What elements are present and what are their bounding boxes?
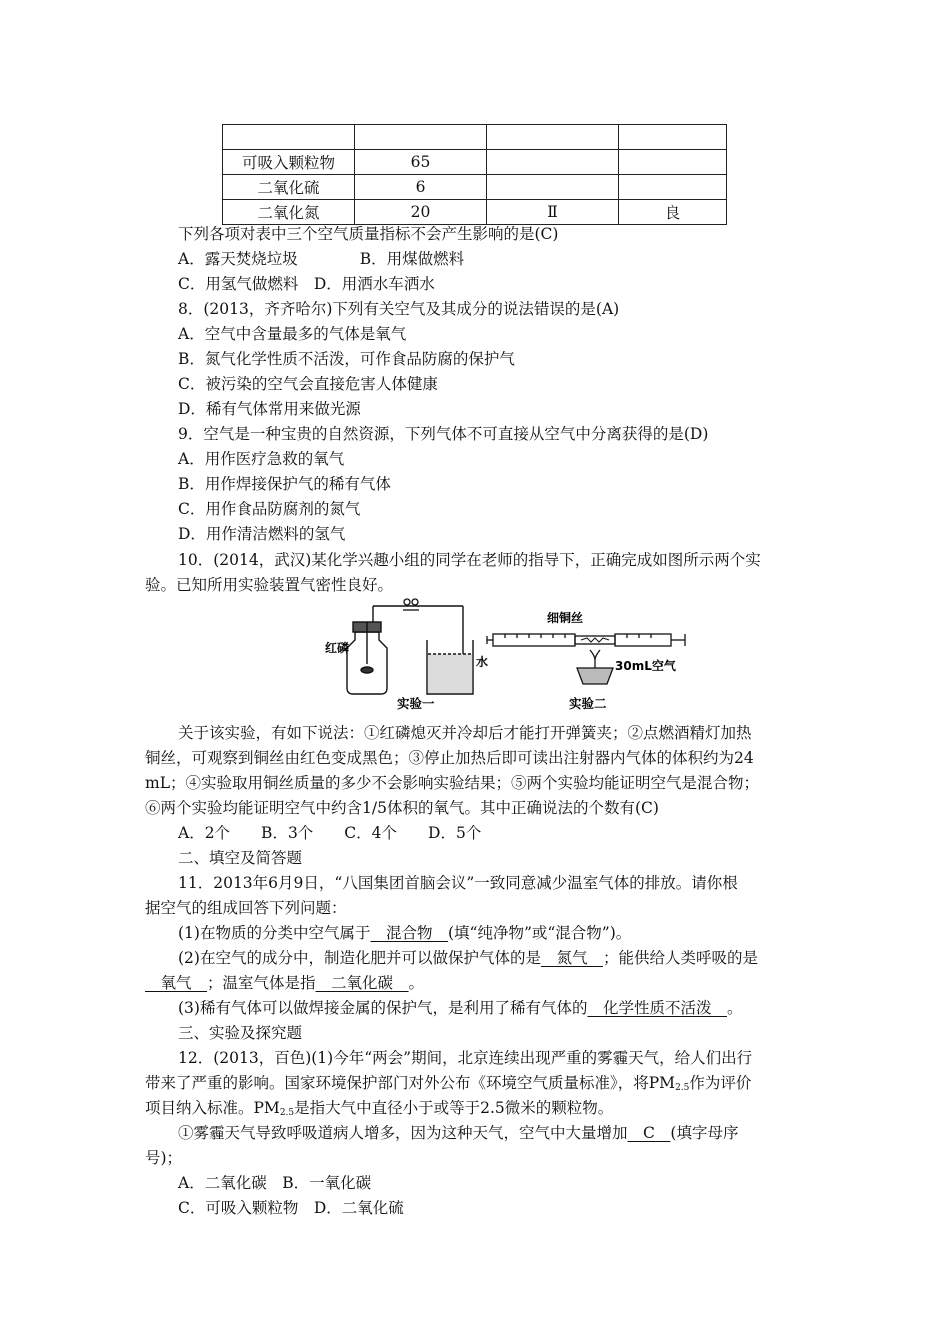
option-line: A．用作医疗急救的氧气 [178, 450, 345, 468]
q12-line [145, 1071, 751, 1093]
option-line: A．2个 B．3个 C．4个 D．5个 [178, 824, 482, 842]
paragraph-line: mL；④实验取用铜丝质量的多少不会影响实验结果；⑤两个实验均能证明空气是混合物； [145, 774, 759, 792]
table-cell: 20 [355, 200, 487, 225]
option-line: B．用作焊接保护气的稀有气体 [178, 475, 391, 493]
option-line: C．用作食品防腐剂的氮气 [178, 500, 361, 518]
table-cell [619, 150, 727, 175]
table-cell [487, 150, 619, 175]
answer-blank: 化学性质不活泼 [587, 999, 727, 1017]
table-cell: 二氧化硫 [223, 175, 355, 200]
q12-text: (填字母序 [670, 1124, 739, 1142]
option-line: C．被污染的空气会直接危害人体健康 [178, 375, 438, 393]
answer-blank: 氧气 [145, 974, 208, 992]
paragraph-line: 关于该实验，有如下说法：①红磷熄灭并冷却后才能打开弹簧夹；②点燃酒精灯加热 [178, 724, 752, 742]
table-cell [223, 125, 355, 150]
alcohol-lamp-icon [577, 650, 613, 684]
question-stem: 8．(2013，齐齐哈尔)下列有关空气及其成分的说法错误的是(A) [178, 300, 620, 318]
table-row [223, 150, 727, 175]
q11-text: (1)在物质的分类中空气属于 [178, 924, 371, 942]
paragraph-line: ⑥两个实验均能证明空气中约含1/5体积的氧气。其中正确说法的个数有(C) [145, 799, 659, 817]
label-copper: 细铜丝 [547, 611, 584, 625]
table-cell: 6 [355, 175, 487, 200]
experiment-figure [315, 598, 695, 710]
q12-text: ①雾霾天气导致呼吸道病人增多，因为这种天气，空气中大量增加 [178, 1124, 628, 1142]
q11-part-1 [178, 921, 631, 943]
answer-blank: C [627, 1124, 671, 1142]
table-row [223, 200, 727, 225]
q11-text: ；温室气体是指 [207, 974, 316, 992]
q12-line [178, 1121, 738, 1143]
question-stem: 据空气的组成回答下列问题： [145, 899, 347, 917]
answer-blank: 混合物 [370, 924, 448, 942]
clamp-icon [403, 599, 419, 610]
table-cell: 可吸入颗粒物 [223, 150, 355, 175]
q12-text: 项目纳入标准。PM [145, 1099, 280, 1117]
subscript: 2.5 [279, 1108, 295, 1118]
option-line: C．可吸入颗粒物 D．二氧化硫 [178, 1199, 404, 1217]
section-heading: 二、填空及简答题 [178, 849, 303, 867]
q12-line: 12．(2013，百色)(1)今年“两会”期间，北京连续出现严重的雾霾天气，给人们出行 [178, 1049, 753, 1067]
q12-text: 是指大气中直径小于或等于2.5微米的颗粒物。 [294, 1099, 614, 1117]
section-heading: 三、实验及探究题 [178, 1024, 303, 1042]
glass-tube-icon [575, 636, 615, 644]
table-cell: 65 [355, 150, 487, 175]
table-cell [619, 175, 727, 200]
question-stem: 下列各项对表中三个空气质量指标不会产生影响的是(C) [178, 225, 559, 243]
beaker-icon [427, 640, 473, 694]
question-stem: 验。已知所用实验装置气密性良好。 [145, 576, 394, 594]
q11-text: (2)在空气的成分中，制造化肥并可以做保护气体的是 [178, 949, 541, 967]
question-stem: 11．2013年6月9日，“八国集团首脑会议”一致同意减少温室气体的排放。请你根 [178, 874, 738, 892]
q12-text: 带来了严重的影响。国家环境保护部门对外公布《环境空气质量标准》，将PM [145, 1074, 676, 1092]
air-quality-table [222, 124, 727, 225]
table-cell [487, 175, 619, 200]
label-phosphorus: 红磷 [325, 641, 350, 655]
q12-line [145, 1096, 613, 1118]
table-row [223, 125, 727, 150]
option-line: C．用氢气做燃料 D．用洒水车洒水 [178, 275, 435, 293]
table-cell [487, 125, 619, 150]
paragraph-line: 铜丝，可观察到铜丝由红色变成黑色；③停止加热后即可读出注射器内气体的体积约为24 [145, 749, 754, 767]
label-air: 30mL空气 [615, 659, 676, 673]
table-cell [355, 125, 487, 150]
subscript: 2.5 [675, 1083, 690, 1093]
q12-line: 号)； [145, 1149, 183, 1167]
answer-blank: 氮气 [540, 949, 603, 967]
q11-part-2-cont [145, 971, 424, 993]
answer-blank: 二氧化碳 [315, 974, 409, 992]
q12-text: 作为评价 [689, 1074, 752, 1092]
table-cell: 良 [619, 200, 727, 225]
q11-text: ；能供给人类呼吸的是 [602, 949, 758, 967]
syringe-right-icon [615, 634, 685, 646]
table-cell: 二氧化氮 [223, 200, 355, 225]
option-line: B．氮气化学性质不活泼，可作食品防腐的保护气 [178, 350, 515, 368]
caption-experiment-1: 实验一 [397, 696, 435, 710]
caption-experiment-2: 实验二 [569, 696, 607, 710]
table-row [223, 175, 727, 200]
table-cell [619, 125, 727, 150]
q11-text: (3)稀有气体可以做焊接金属的保护气，是利用了稀有气体的 [178, 999, 588, 1017]
question-stem: 10．(2014，武汉)某化学兴趣小组的同学在老师的指导下，正确完成如图所示两个实 [178, 551, 761, 569]
label-water: 水 [476, 655, 489, 669]
q11-part-3 [178, 996, 743, 1018]
q11-text: 。 [408, 974, 425, 992]
q11-text: 。 [726, 999, 743, 1017]
syringe-left-icon [487, 634, 575, 646]
option-line: D．用作清洁燃料的氢气 [178, 525, 346, 543]
question-stem: 9．空气是一种宝贵的自然资源，下列气体不可直接从空气中分离获得的是(D) [178, 425, 709, 443]
option-line: A．二氧化碳 B．一氧化碳 [178, 1174, 372, 1192]
q11-text: (填“纯净物”或“混合物”)。 [447, 924, 632, 942]
q11-part-2 [178, 946, 758, 968]
table-cell: Ⅱ [487, 200, 619, 225]
option-line: A．空气中含量最多的气体是氧气 [178, 325, 407, 343]
option-line: A．露天焚烧垃圾 B．用煤做燃料 [178, 250, 465, 268]
option-line: D．稀有气体常用来做光源 [178, 400, 361, 418]
